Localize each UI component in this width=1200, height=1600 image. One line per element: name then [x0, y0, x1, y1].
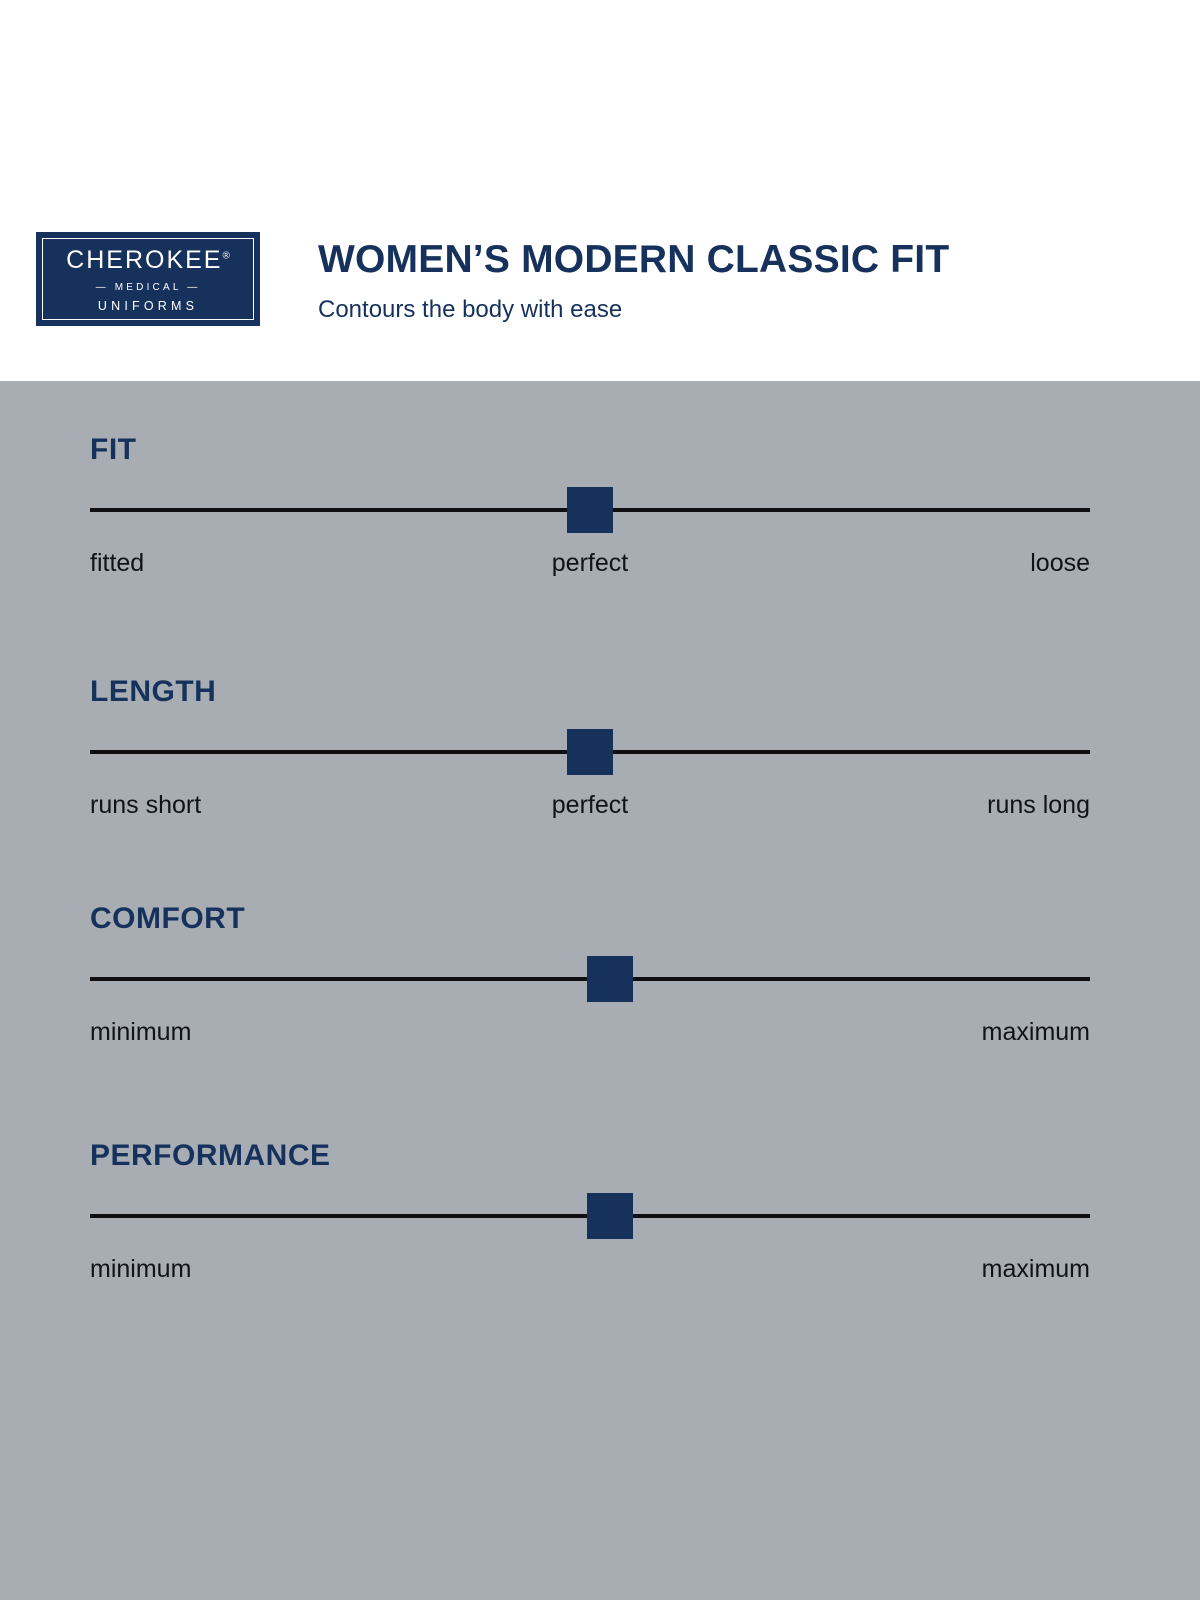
header — [0, 0, 1200, 390]
scale-fit-endcaps — [90, 549, 1090, 583]
scale-fit-track-wrap — [90, 487, 1090, 533]
brand-logo-line2: — MEDICAL — — [95, 281, 201, 293]
scale-fit-right-label: loose — [1030, 549, 1090, 577]
scale-length-right-label: runs long — [987, 791, 1090, 819]
scale-comfort-marker[interactable] — [587, 956, 633, 1002]
scale-comfort-track-wrap — [90, 956, 1090, 1002]
scale-comfort-label: COMFORT — [90, 902, 246, 935]
scale-length-mid-label: perfect — [551, 791, 629, 819]
scale-length — [90, 677, 1090, 825]
scale-length-left-label: runs short — [90, 791, 202, 819]
brand-logo-inner — [42, 238, 254, 320]
scales-panel — [0, 381, 1200, 1600]
scale-performance-right-label: maximum — [981, 1255, 1090, 1283]
scale-comfort-right-label: maximum — [981, 1018, 1090, 1046]
scale-performance-label: PERFORMANCE — [90, 1139, 331, 1172]
scale-length-track-wrap — [90, 729, 1090, 775]
scale-fit-marker[interactable] — [567, 487, 613, 533]
scale-fit-label: FIT — [90, 433, 137, 466]
brand-logo-wordmark: CHEROKEE — [66, 245, 223, 274]
scale-comfort — [90, 904, 1090, 1052]
brand-logo — [36, 232, 260, 326]
scale-length-endcaps — [90, 791, 1090, 825]
scale-performance-left-label: minimum — [90, 1255, 192, 1283]
scale-fit-left-label: fitted — [90, 549, 145, 577]
scale-performance-endcaps — [90, 1255, 1090, 1289]
scale-performance-track-wrap — [90, 1193, 1090, 1239]
brand-logo-name — [66, 246, 230, 275]
scale-comfort-endcaps — [90, 1018, 1090, 1052]
scale-fit-mid-label: perfect — [551, 549, 629, 577]
page-subtitle: Contours the body with ease — [318, 296, 623, 323]
scale-fit — [90, 435, 1090, 583]
scale-performance-marker[interactable] — [587, 1193, 633, 1239]
scale-length-marker[interactable] — [567, 729, 613, 775]
page-title: WOMEN’S MODERN CLASSIC FIT — [318, 238, 950, 281]
scale-length-label: LENGTH — [90, 675, 217, 708]
scale-performance — [90, 1141, 1090, 1289]
scale-comfort-left-label: minimum — [90, 1018, 192, 1046]
brand-logo-line3: UNIFORMS — [97, 298, 199, 313]
registered-trademark-icon: ® — [222, 250, 230, 262]
